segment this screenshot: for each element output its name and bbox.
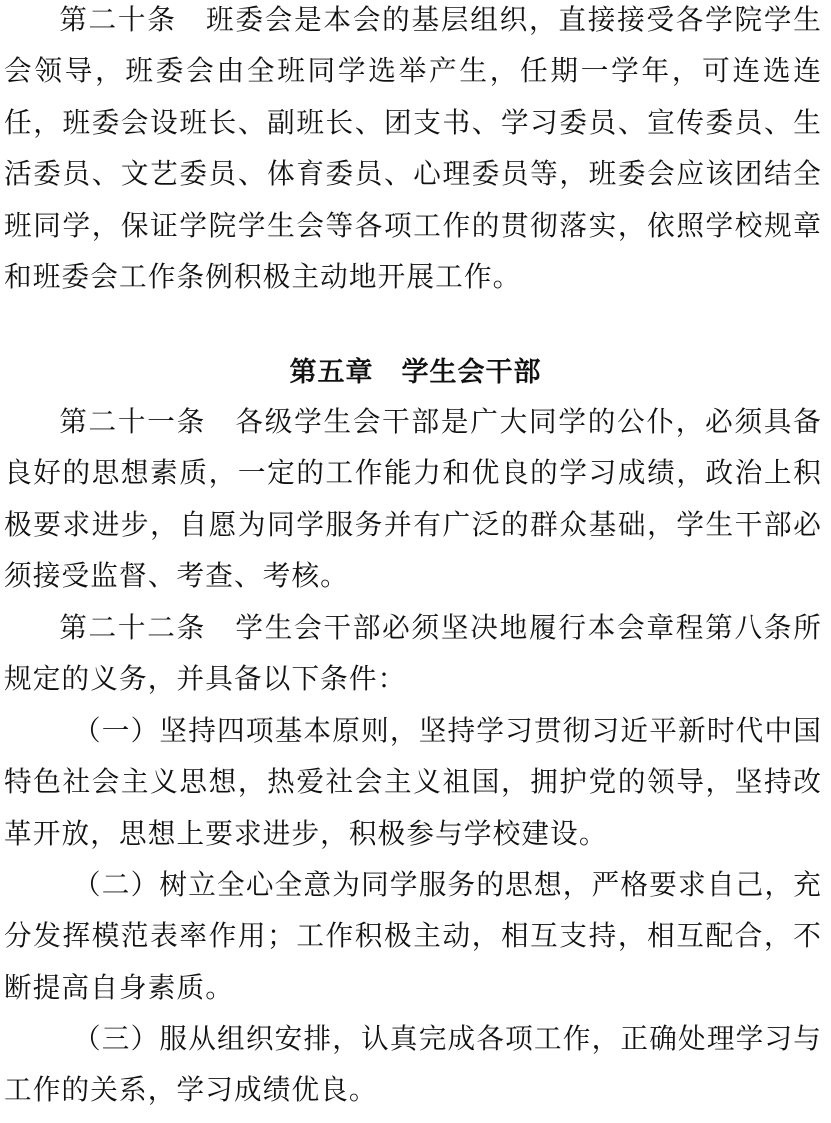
article-21-paragraph: 第二十一条 各级学生会干部是广大同学的公仆，必须具备良好的思想素质，一定的工作能力和优良的学习成绩，政治上积极要求进步，自愿为同学服务并有广泛的群众基础，学生干部必须接受监督、考查、考核。	[4, 405, 822, 593]
condition-item-1: （一）坚持四项基本原则，坚持学习贯彻习近平新时代中国特色社会主义思想，热爱社会主义祖国，拥护党的领导，坚持改革开放，思想上要求进步，积极参与学校建设。	[4, 714, 822, 850]
article-20-paragraph: 第二十条 班委会是本会的基层组织，直接接受各学院学生会领导，班委会由全班同学选举产生，任期一学年，可连选连任，班委会设班长、副班长、团支书、学习委员、宣传委员、生活委员、文艺委员、体育委员、心理委员等，班委会应该团结全班同学，保证学院学生会等各项工作的贯彻落实，依照学校规章和班委会工作条例积极主动地开展工作。	[4, 3, 822, 294]
condition-item-2: （二）树立全心全意为同学服务的思想，严格要求自己，充分发挥模范表率作用；工作积极主动，相互支持，相互配合，不断提高自身素质。	[4, 868, 822, 1004]
condition-item-3: （三）服从组织安排，认真完成各项工作，正确处理学习与工作的关系，学习成绩优良。	[4, 1022, 822, 1107]
chapter-5-heading: 第五章 学生会干部	[289, 357, 542, 388]
article-22-paragraph: 第二十二条 学生会干部必须坚决地履行本会章程第八条所规定的义务，并具备以下条件：	[4, 611, 822, 696]
